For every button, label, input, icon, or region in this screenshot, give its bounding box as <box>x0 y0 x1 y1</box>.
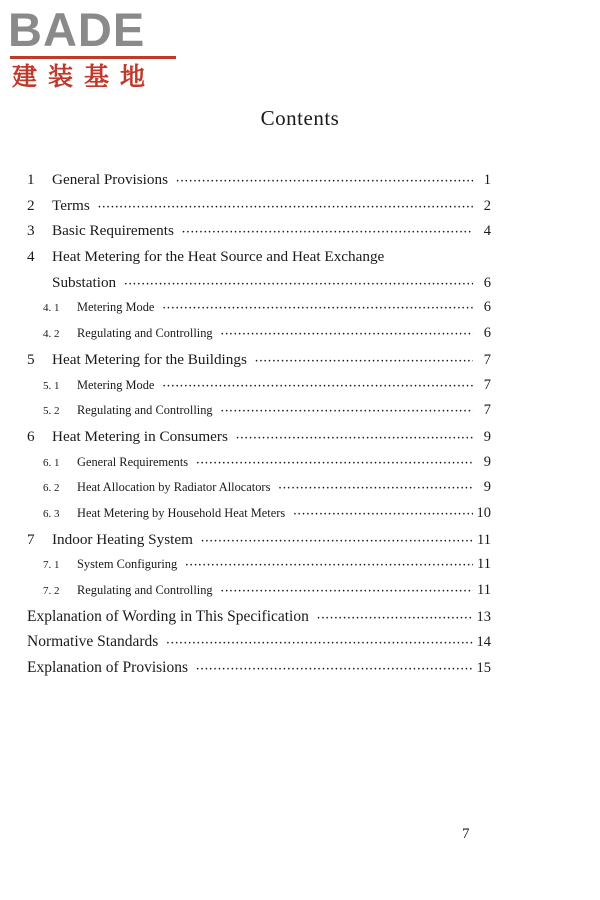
toc-entry-page: 11 <box>477 531 491 548</box>
toc-entry-label: Heat Metering by Household Heat Meters <box>77 505 286 520</box>
toc-entry-number: 5 <box>27 350 35 368</box>
toc-entry-number: 6. 1 <box>43 456 60 469</box>
dot-leader <box>124 279 473 290</box>
logo-divider <box>10 56 176 59</box>
toc-entry-page: 7 <box>483 402 491 419</box>
toc-entry-page: 6 <box>483 274 491 291</box>
toc-entry-page: 1 <box>483 172 491 188</box>
toc-entry-page: 7 <box>483 351 491 368</box>
toc-entry-provisions-explanation[interactable] <box>27 659 491 685</box>
toc-entry-page: 9 <box>483 479 491 496</box>
dot-leader <box>201 536 473 547</box>
toc-entry-number: 2 <box>27 196 35 214</box>
dot-leader <box>162 303 473 314</box>
publisher-logo <box>8 4 178 94</box>
toc-entry-6-3[interactable] <box>27 505 491 531</box>
toc-entry-page: 10 <box>476 504 491 521</box>
toc-entry-label: Heat Metering for the Heat Source and Heat Exchange <box>52 248 385 266</box>
toc-entry-page: 6 <box>483 325 491 342</box>
toc-entry-5[interactable] <box>27 351 491 377</box>
logo-wordmark: BADE <box>8 3 146 56</box>
toc-entry-6[interactable] <box>27 428 491 454</box>
toc-entry-7-1[interactable] <box>27 556 491 582</box>
toc-entry-number: 4. 1 <box>43 302 60 315</box>
toc-entry-label: General Requirements <box>77 454 189 469</box>
table-of-contents <box>27 171 491 685</box>
toc-entry-label: Normative Standards <box>27 633 159 651</box>
toc-entry-page: 4 <box>483 223 491 240</box>
toc-entry-page: 15 <box>476 660 491 677</box>
toc-entry-label: Basic Requirements <box>52 222 174 240</box>
toc-entry-label: Heat Allocation by Radiator Allocators <box>77 480 271 495</box>
toc-entry-label: Explanation of Wording in This Specification <box>27 607 309 625</box>
toc-entry-label: Regulating and Controlling <box>77 403 213 418</box>
toc-entry-wording-explanation[interactable] <box>27 608 491 634</box>
dot-leader <box>221 329 473 340</box>
toc-entry-page: 11 <box>477 556 491 573</box>
toc-entry-page: 7 <box>483 376 491 393</box>
toc-entry-page: 14 <box>476 634 491 651</box>
dot-leader <box>221 586 473 597</box>
dot-leader <box>166 638 472 649</box>
toc-entry-6-1[interactable] <box>27 454 491 480</box>
toc-entry-label-continued: Substation <box>52 273 117 291</box>
dot-leader <box>196 664 472 675</box>
dot-leader <box>182 227 473 238</box>
toc-entry-label: General Provisions <box>52 171 168 188</box>
toc-entry-1[interactable] <box>27 171 491 197</box>
toc-entry-page: 9 <box>483 453 491 470</box>
toc-entry-number: 5. 2 <box>43 405 60 418</box>
toc-entry-5-2[interactable] <box>27 402 491 428</box>
dot-leader <box>221 406 473 417</box>
toc-entry-number: 6. 3 <box>43 507 60 520</box>
toc-entry-number: 7. 1 <box>43 559 60 572</box>
toc-entry-label: Indoor Heating System <box>52 530 193 548</box>
dot-leader <box>98 202 473 213</box>
toc-entry-number: 6. 2 <box>43 482 60 495</box>
toc-entry-6-2[interactable] <box>27 479 491 505</box>
toc-entry-normative-standards[interactable] <box>27 633 491 659</box>
toc-entry-4-2[interactable] <box>27 325 491 351</box>
dot-leader <box>293 509 472 520</box>
toc-entry-label: Regulating and Controlling <box>77 583 213 597</box>
toc-entry-number: 4 <box>27 248 35 266</box>
page-title: Contents <box>260 106 340 130</box>
dot-leader <box>255 356 473 367</box>
toc-entry-label: System Configuring <box>77 557 178 572</box>
toc-entry-number: 6 <box>27 427 35 445</box>
dot-leader <box>176 176 473 187</box>
toc-entry-page: 11 <box>477 582 491 598</box>
dot-leader <box>185 560 473 571</box>
logo-chinese-text: 建装基地 <box>12 62 157 91</box>
toc-entry-4-continued[interactable] <box>27 274 491 300</box>
toc-entry-page: 2 <box>483 197 491 214</box>
toc-entry-label: Metering Mode <box>77 300 155 315</box>
toc-entry-number: 1 <box>27 171 35 188</box>
toc-entry-label: Terms <box>52 196 90 214</box>
toc-entry-label: Metering Mode <box>77 377 155 392</box>
toc-entry-page: 9 <box>483 428 491 445</box>
toc-entry-4-1[interactable] <box>27 299 491 325</box>
toc-entry-3[interactable] <box>27 222 491 248</box>
toc-entry-number: 7. 2 <box>43 585 60 597</box>
toc-entry-4[interactable] <box>27 248 491 274</box>
dot-leader <box>278 483 473 494</box>
toc-entry-number: 7 <box>27 530 35 548</box>
toc-entry-page: 13 <box>476 608 491 625</box>
dot-leader <box>317 613 473 624</box>
page-number: 7 <box>462 826 470 842</box>
toc-entry-label: Explanation of Provisions <box>27 659 189 677</box>
dot-leader <box>162 381 473 392</box>
dot-leader <box>236 433 473 444</box>
toc-entry-label: Heat Metering in Consumers <box>52 427 228 445</box>
toc-entry-7-2[interactable] <box>27 582 491 608</box>
dot-leader <box>196 458 473 469</box>
toc-entry-7[interactable] <box>27 531 491 557</box>
toc-entry-2[interactable] <box>27 197 491 223</box>
toc-entry-number: 4. 2 <box>43 328 60 341</box>
toc-entry-number: 3 <box>27 222 35 240</box>
toc-entry-page: 6 <box>483 299 491 316</box>
toc-entry-label: Regulating and Controlling <box>77 326 213 341</box>
toc-entry-5-1[interactable] <box>27 377 491 403</box>
toc-entry-number: 5. 1 <box>43 379 60 392</box>
toc-entry-label: Heat Metering for the Buildings <box>52 350 247 368</box>
